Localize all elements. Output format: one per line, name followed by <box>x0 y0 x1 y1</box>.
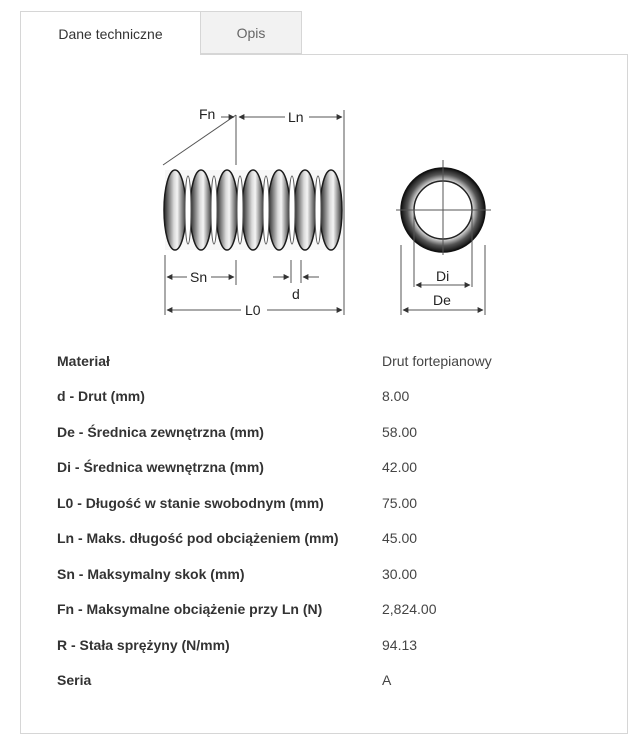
specs-table <box>57 343 597 698</box>
spec-value: 8.00 <box>382 388 410 405</box>
spring-side-view <box>164 170 345 250</box>
label-l0: L0 <box>245 302 261 318</box>
spec-value: 75.00 <box>382 494 418 511</box>
spec-value: 2,824.00 <box>382 601 437 618</box>
spec-value: 45.00 <box>382 530 418 547</box>
spec-value: 30.00 <box>382 565 418 582</box>
tab-opis[interactable]: Opis <box>201 11 302 54</box>
table-row <box>57 343 597 379</box>
spring-diagram <box>161 105 521 325</box>
spec-value: 42.00 <box>382 459 418 476</box>
tab-bar <box>20 11 302 55</box>
spec-value: 58.00 <box>382 423 418 440</box>
label-de: De <box>433 292 451 308</box>
table-row <box>57 627 597 663</box>
spec-value: 94.13 <box>382 636 418 653</box>
spec-label: Seria <box>57 672 92 689</box>
label-fn: Fn <box>199 106 216 122</box>
table-row <box>57 485 597 521</box>
spec-label: d - Drut (mm) <box>57 388 145 405</box>
spec-label: Ln - Maks. długość pod obciążeniem (mm) <box>57 530 339 547</box>
table-row <box>57 521 597 557</box>
table-row <box>57 592 597 628</box>
spec-label: Di - Średnica wewnętrzna (mm) <box>57 459 264 476</box>
spec-label: R - Stała sprężyny (N/mm) <box>57 636 230 653</box>
table-row <box>57 450 597 486</box>
spec-value: A <box>382 672 392 689</box>
table-row <box>57 414 597 450</box>
spec-label: Sn - Maksymalny skok (mm) <box>57 565 245 582</box>
label-d: d <box>292 286 300 302</box>
spec-value: Drut fortepianowy <box>382 352 492 369</box>
spec-label: De - Średnica zewnętrzna (mm) <box>57 423 264 440</box>
spec-label: L0 - Długość w stanie swobodnym (mm) <box>57 494 324 511</box>
label-ln: Ln <box>288 109 304 125</box>
spec-label: Materiał <box>57 352 110 369</box>
table-row <box>57 556 597 592</box>
label-sn: Sn <box>190 269 208 285</box>
spec-label: Fn - Maksymalne obciążenie przy Ln (N) <box>57 601 323 618</box>
tab-panel <box>20 54 628 734</box>
table-row <box>57 379 597 415</box>
tab-dane-techniczne[interactable]: Dane techniczne <box>20 11 201 55</box>
table-row <box>57 663 597 699</box>
label-di: Di <box>436 268 450 284</box>
